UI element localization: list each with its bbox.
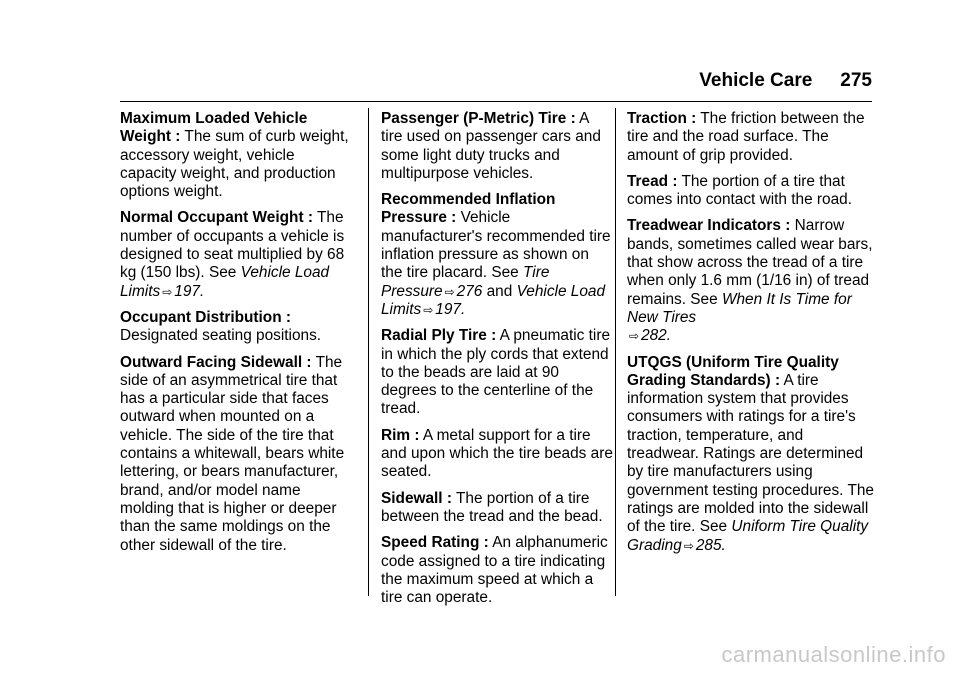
punctuation: . <box>666 327 672 345</box>
cross-reference-page[interactable]: 197 <box>435 300 461 318</box>
page-header <box>699 70 872 92</box>
glossary-definition: The sum of curb weight, accessory weight, vehicle capacity weight, and production options weight. <box>120 128 349 201</box>
cross-reference-link[interactable]: When It Is Time for New Tires <box>627 290 852 326</box>
glossary-term: Outward Facing Sidewall : <box>120 353 312 371</box>
glossary-definition: An alphanumeric code assigned to a tire indicating the maximum speed at which a tire can operate. <box>381 534 608 607</box>
glossary-definition: Vehicle manufacturer's recommended tire inflation pressure as shown on the tire placard. See <box>381 209 611 282</box>
glossary-term: Recommended Inflation Pressure : <box>381 191 556 227</box>
page-arrow-icon: ⇨ <box>423 302 434 317</box>
glossary-definition: The portion of a tire between the tread and the bead. <box>381 489 603 525</box>
header-rule <box>120 101 872 102</box>
cross-reference-link[interactable]: Vehicle Load Limits <box>381 282 606 318</box>
column-divider <box>615 108 616 596</box>
column-3 <box>627 110 877 563</box>
punctuation: . <box>721 536 726 554</box>
cross-reference-page[interactable]: 276 <box>456 282 483 300</box>
glossary-definition: The friction between the tire and the road surface. The amount of grip provided. <box>627 110 865 164</box>
glossary-term: Treadwear Indicators : <box>627 217 791 235</box>
glossary-term: Normal Occupant Weight : <box>120 209 313 227</box>
cross-reference-link[interactable]: Uniform Tire Quality Grading <box>627 518 869 554</box>
connector-word: and <box>486 282 513 300</box>
cross-reference-link[interactable]: Tire Pressure <box>381 264 550 300</box>
cross-reference-link[interactable]: Vehicle Load Limits <box>120 264 330 300</box>
glossary-entry <box>627 354 877 555</box>
glossary-term: Speed Rating : <box>381 534 489 552</box>
glossary-term: Passenger (P-Metric) Tire : <box>381 110 576 127</box>
glossary-entry <box>627 110 877 165</box>
glossary-definition: The side of an asymmetrical tire that has a particular side that faces outward when mounted on a vehicle. The side of the tire that contains a whitewall, bears white lettering, or bears manufacturer, brand, and/or model name molding that is higher or deeper than the same moldings on the other sidewall of the tire. <box>120 353 345 554</box>
glossary-entry <box>381 110 613 183</box>
section-title: Vehicle Care <box>699 70 813 91</box>
glossary-entry <box>627 173 877 210</box>
glossary-term: Radial Ply Tire : <box>381 327 497 345</box>
punctuation: . <box>199 282 205 300</box>
glossary-entry <box>381 327 613 418</box>
glossary-term: UTQGS (Uniform Tire Quality Grading Standards) : <box>627 353 839 389</box>
glossary-term: Traction : <box>627 110 697 127</box>
glossary-definition: The portion of a tire that comes into contact with the road. <box>627 172 852 209</box>
glossary-entry <box>120 309 352 346</box>
glossary-entry <box>381 191 613 319</box>
glossary-term: Rim : <box>381 426 420 444</box>
glossary-entry <box>120 110 352 201</box>
glossary-entry <box>120 354 352 555</box>
glossary-term: Tread : <box>627 172 678 190</box>
glossary-definition: A tire information system that provides consumers with ratings for a tire's traction, temperature, and treadwear. Ratings are determined by tire manufacturers using government testing procedures. The ratings are molded into the sidewall of the tire. See <box>627 371 874 536</box>
glossary-term: Sidewall : <box>381 489 452 507</box>
glossary-definition: Narrow bands, sometimes called wear bars, that show across the tread of a tire when only 1.6 mm (1/16 in) of tread remains. See <box>627 217 873 308</box>
column-1 <box>120 110 352 563</box>
cross-reference-page[interactable]: 285 <box>695 536 722 554</box>
glossary-entry <box>120 209 352 300</box>
cross-reference-page[interactable]: 197 <box>174 282 200 300</box>
column-2 <box>381 110 613 615</box>
glossary-definition: A metal support for a tire and upon which the tire beads are seated. <box>381 426 613 481</box>
glossary-entry <box>381 427 613 482</box>
cross-reference-page[interactable]: 282 <box>641 327 667 345</box>
page-number: 275 <box>840 70 872 91</box>
column-divider <box>368 108 369 596</box>
page-arrow-icon: ⇨ <box>683 538 694 553</box>
glossary-term: Maximum Loaded Vehicle Weight : <box>120 110 308 146</box>
page-arrow-icon: ⇨ <box>162 284 173 299</box>
glossary-term: Occupant Distribution : <box>120 308 292 326</box>
glossary-entry <box>381 490 613 527</box>
watermark: carmanualsonline.info <box>721 642 946 667</box>
page-arrow-icon: ⇨ <box>444 284 455 299</box>
punctuation: . <box>460 300 466 318</box>
glossary-definition: A tire used on passenger cars and some light duty trucks and multipurpose vehicles. <box>381 110 601 182</box>
glossary-definition: The number of occupants a vehicle is designed to seat multiplied by 68 kg (150 lbs). See <box>120 209 345 282</box>
page-arrow-icon: ⇨ <box>629 329 640 344</box>
glossary-definition: Designated seating positions. <box>120 327 322 345</box>
glossary-entry <box>627 217 877 345</box>
glossary-definition: A pneumatic tire in which the ply cords that extend to the beads are laid at 90 degrees to the centerline of the tread. <box>381 327 610 418</box>
glossary-entry <box>381 534 613 607</box>
